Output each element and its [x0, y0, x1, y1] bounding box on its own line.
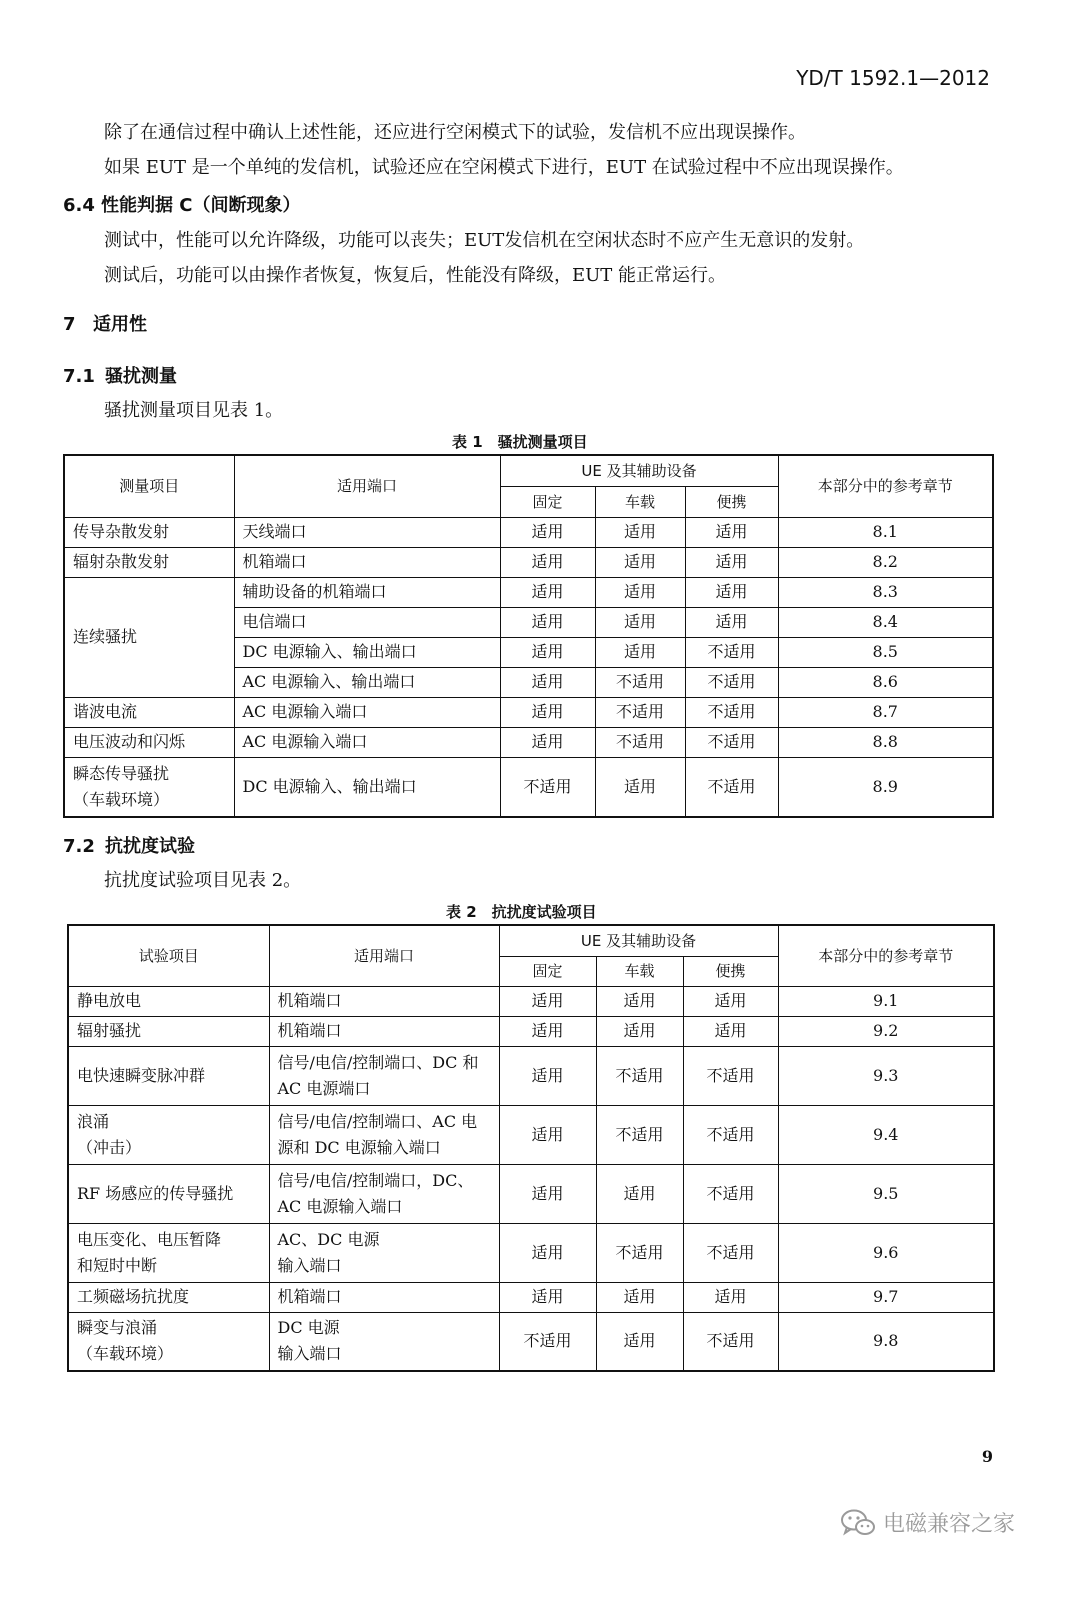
cell-item — [68, 1105, 269, 1164]
table-row — [68, 1223, 994, 1282]
cell-vehicle: 适用 — [596, 1282, 683, 1312]
cell-portable: 适用 — [685, 547, 778, 577]
cell-item — [68, 1223, 269, 1282]
cell-vehicle: 适用 — [595, 517, 685, 547]
cell-fixed: 适用 — [500, 577, 595, 607]
cell-port — [269, 1046, 499, 1105]
cell-port: AC 电源输入端口 — [234, 697, 500, 727]
table-row — [68, 986, 994, 1016]
cell-item-line: 电压变化、电压暂降 — [77, 1229, 222, 1249]
cell-fixed: 适用 — [499, 1282, 596, 1312]
section-title: 抗扰度试验 — [105, 836, 195, 857]
header-portable: 便携 — [685, 486, 778, 517]
cell-reference: 9.2 — [778, 1016, 994, 1046]
header-vehicle: 车载 — [595, 486, 685, 517]
paragraph: 骚扰测量项目见表 1。 — [104, 400, 284, 421]
cell-item — [68, 1312, 269, 1371]
cell-reference: 8.3 — [778, 577, 993, 607]
table-row — [64, 727, 993, 757]
header-item: 试验项目 — [68, 925, 269, 986]
cell-fixed: 适用 — [500, 727, 595, 757]
cell-portable: 不适用 — [683, 1164, 778, 1223]
cell-item-line: 瞬变与浪涌 — [77, 1318, 158, 1338]
cell-reference: 9.4 — [778, 1105, 994, 1164]
cell-item: 连续骚扰 — [64, 577, 234, 697]
cell-vehicle: 不适用 — [596, 1105, 683, 1164]
cell-port: 机箱端口 — [269, 1282, 499, 1312]
section-number: 6.4 — [63, 195, 95, 216]
cell-reference: 9.6 — [778, 1223, 994, 1282]
cell-port: 天线端口 — [234, 517, 500, 547]
cell-reference: 8.6 — [778, 667, 993, 697]
cell-portable: 不适用 — [685, 697, 778, 727]
cell-portable: 适用 — [683, 1016, 778, 1046]
cell-item: 辐射骚扰 — [68, 1016, 269, 1046]
cell-port: 电信端口 — [234, 607, 500, 637]
table-row — [64, 517, 993, 547]
cell-reference: 8.9 — [778, 757, 993, 817]
header-ue-group: UE 及其辅助设备 — [499, 925, 778, 956]
table-1 — [63, 454, 994, 818]
cell-portable: 适用 — [685, 517, 778, 547]
cell-vehicle: 不适用 — [595, 667, 685, 697]
table-row — [68, 1312, 994, 1371]
cell-vehicle: 适用 — [595, 757, 685, 817]
cell-portable: 不适用 — [683, 1105, 778, 1164]
cell-port-line: 输入端口 — [277, 1344, 342, 1364]
header-vehicle: 车载 — [596, 956, 683, 986]
cell-port: DC 电源输入、输出端口 — [234, 637, 500, 667]
cell-item-line: （车载环境） — [77, 1344, 174, 1364]
cell-vehicle: 适用 — [595, 637, 685, 667]
cell-vehicle: 不适用 — [596, 1223, 683, 1282]
cell-portable: 适用 — [685, 577, 778, 607]
table-2-caption: 表 2 抗扰度试验项目 — [446, 903, 597, 921]
watermark — [841, 1507, 1015, 1538]
table-row — [64, 757, 993, 817]
cell-port — [269, 1164, 499, 1223]
cell-fixed: 适用 — [500, 607, 595, 637]
cell-item: 工频磁场抗扰度 — [68, 1282, 269, 1312]
cell-vehicle: 适用 — [596, 1312, 683, 1371]
paragraph: 除了在通信过程中确认上述性能，还应进行空闲模式下的试验，发信机不应出现误操作。 — [104, 122, 806, 143]
cell-port: 机箱端口 — [269, 1016, 499, 1046]
wechat-icon — [841, 1509, 875, 1537]
page-number: 9 — [981, 1447, 993, 1466]
cell-fixed: 适用 — [499, 1016, 596, 1046]
cell-fixed: 适用 — [499, 1105, 596, 1164]
header-item: 测量项目 — [64, 455, 234, 517]
paragraph: 抗扰度试验项目见表 2。 — [104, 870, 302, 891]
cell-fixed: 适用 — [500, 517, 595, 547]
cell-reference: 9.7 — [778, 1282, 994, 1312]
section-number: 7 — [63, 314, 76, 335]
header-port: 适用端口 — [269, 925, 499, 986]
cell-reference: 9.3 — [778, 1046, 994, 1105]
cell-port-line: 信号/电信/控制端口、DC 和 — [277, 1052, 479, 1072]
header-ue-group: UE 及其辅助设备 — [500, 455, 778, 486]
cell-port-line: 信号/电信/控制端口、AC 电 — [277, 1111, 478, 1131]
cell-reference: 8.8 — [778, 727, 993, 757]
cell-vehicle: 适用 — [595, 577, 685, 607]
cell-port-line: AC 电源端口 — [277, 1078, 371, 1098]
cell-port-line: AC、DC 电源 — [277, 1229, 380, 1249]
cell-fixed: 不适用 — [499, 1312, 596, 1371]
header-fixed: 固定 — [500, 486, 595, 517]
cell-port — [269, 1223, 499, 1282]
cell-fixed: 适用 — [500, 637, 595, 667]
cell-item: 静电放电 — [68, 986, 269, 1016]
cell-portable: 适用 — [683, 986, 778, 1016]
header-port: 适用端口 — [234, 455, 500, 517]
cell-reference: 9.5 — [778, 1164, 994, 1223]
section-title: 适用性 — [93, 314, 147, 335]
cell-vehicle: 不适用 — [595, 727, 685, 757]
cell-item-line: （车载环境） — [73, 789, 170, 809]
cell-reference: 8.5 — [778, 637, 993, 667]
paragraph: 测试中，性能可以允许降级，功能可以丧失；EUT发信机在空闲状态时不应产生无意识的发射。 — [104, 230, 865, 251]
table-row — [64, 577, 993, 607]
cell-port: 机箱端口 — [234, 547, 500, 577]
paragraph: 测试后，功能可以由操作者恢复，恢复后，性能没有降级，EUT 能正常运行。 — [104, 265, 727, 286]
cell-vehicle: 适用 — [595, 547, 685, 577]
cell-portable: 适用 — [685, 607, 778, 637]
table-row — [68, 1105, 994, 1164]
cell-port-line: 输入端口 — [277, 1255, 342, 1275]
cell-portable: 不适用 — [685, 637, 778, 667]
cell-portable: 不适用 — [685, 757, 778, 817]
cell-port-line: DC 电源 — [277, 1318, 340, 1338]
cell-item: 传导杂散发射 — [64, 517, 234, 547]
section-heading-6-4 — [63, 191, 300, 217]
cell-port-line: AC 电源输入端口 — [277, 1196, 403, 1216]
cell-vehicle: 适用 — [595, 607, 685, 637]
cell-portable: 不适用 — [683, 1223, 778, 1282]
cell-reference: 8.1 — [778, 517, 993, 547]
cell-reference: 9.8 — [778, 1312, 994, 1371]
section-number: 7.1 — [63, 366, 95, 387]
cell-fixed: 适用 — [499, 1223, 596, 1282]
cell-vehicle: 不适用 — [595, 697, 685, 727]
cell-item-line: 和短时中断 — [77, 1255, 158, 1275]
cell-item-line: 瞬态传导骚扰 — [73, 763, 170, 783]
header-portable: 便携 — [683, 956, 778, 986]
cell-port — [269, 1105, 499, 1164]
header-reference: 本部分中的参考章节 — [778, 925, 994, 986]
cell-portable: 不适用 — [685, 727, 778, 757]
watermark-text: 电磁兼容之家 — [882, 1512, 1015, 1537]
cell-fixed: 适用 — [500, 697, 595, 727]
cell-port-line: 源和 DC 电源输入端口 — [277, 1137, 441, 1157]
cell-vehicle: 不适用 — [596, 1046, 683, 1105]
cell-fixed: 适用 — [499, 1046, 596, 1105]
cell-port: AC 电源输入、输出端口 — [234, 667, 500, 697]
cell-port: 辅助设备的机箱端口 — [234, 577, 500, 607]
cell-item: RF 场感应的传导骚扰 — [68, 1164, 269, 1223]
cell-port: DC 电源输入、输出端口 — [234, 757, 500, 817]
cell-reference: 8.2 — [778, 547, 993, 577]
header-fixed: 固定 — [499, 956, 596, 986]
cell-item: 电压波动和闪烁 — [64, 727, 234, 757]
cell-portable: 适用 — [683, 1282, 778, 1312]
cell-portable: 不适用 — [683, 1046, 778, 1105]
cell-item — [64, 757, 234, 817]
section-heading-7-2 — [63, 832, 195, 858]
cell-port-line: 信号/电信/控制端口，DC、 — [277, 1170, 474, 1190]
cell-port — [269, 1312, 499, 1371]
cell-fixed: 不适用 — [500, 757, 595, 817]
section-title: 骚扰测量 — [105, 366, 177, 387]
section-title: 性能判据 C（间断现象） — [101, 195, 301, 216]
table-row — [64, 547, 993, 577]
cell-portable: 不适用 — [685, 667, 778, 697]
cell-portable: 不适用 — [683, 1312, 778, 1371]
document-id: YD/T 1592.1—2012 — [796, 66, 990, 90]
cell-reference: 8.4 — [778, 607, 993, 637]
cell-reference: 9.1 — [778, 986, 994, 1016]
cell-vehicle: 适用 — [596, 986, 683, 1016]
cell-item: 电快速瞬变脉冲群 — [68, 1046, 269, 1105]
paragraph: 如果 EUT 是一个单纯的发信机，试验还应在空闲模式下进行，EUT 在试验过程中不应出现误操作。 — [104, 157, 904, 178]
cell-port: 机箱端口 — [269, 986, 499, 1016]
table-row — [68, 1282, 994, 1312]
cell-item: 谐波电流 — [64, 697, 234, 727]
table-2 — [67, 924, 995, 1372]
table-1-caption: 表 1 骚扰测量项目 — [452, 433, 588, 451]
table-row — [68, 1016, 994, 1046]
cell-port: AC 电源输入端口 — [234, 727, 500, 757]
cell-item-line: 浪涌 — [77, 1111, 110, 1131]
table-row — [64, 697, 993, 727]
section-heading-7 — [63, 310, 147, 336]
table-row — [68, 1164, 994, 1223]
cell-vehicle: 适用 — [596, 1164, 683, 1223]
cell-reference: 8.7 — [778, 697, 993, 727]
cell-fixed: 适用 — [499, 986, 596, 1016]
section-heading-7-1 — [63, 362, 177, 388]
header-reference: 本部分中的参考章节 — [778, 455, 993, 517]
cell-fixed: 适用 — [499, 1164, 596, 1223]
cell-item: 辐射杂散发射 — [64, 547, 234, 577]
cell-fixed: 适用 — [500, 667, 595, 697]
section-number: 7.2 — [63, 836, 95, 857]
cell-item-line: （冲击） — [77, 1137, 142, 1157]
cell-fixed: 适用 — [500, 547, 595, 577]
cell-vehicle: 适用 — [596, 1016, 683, 1046]
table-row — [68, 1046, 994, 1105]
